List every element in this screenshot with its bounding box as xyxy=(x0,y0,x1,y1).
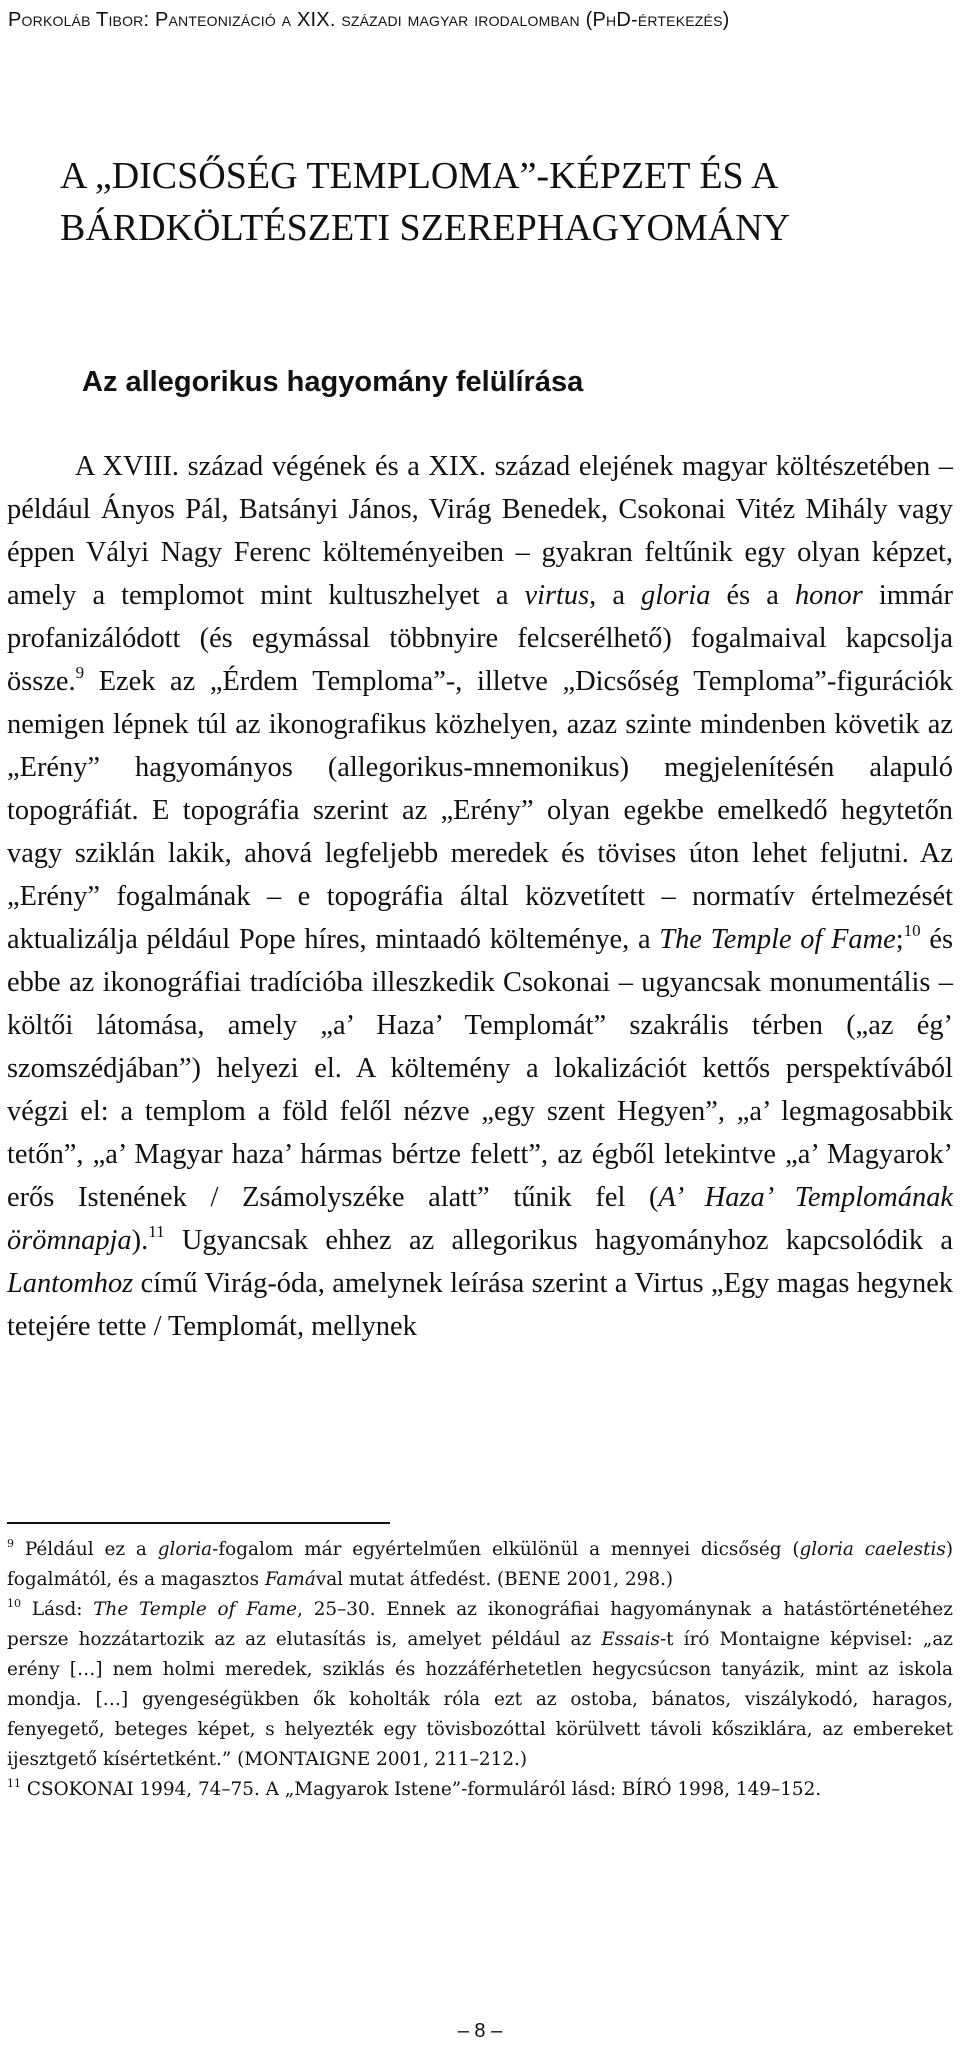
body-text-2: , a xyxy=(589,580,642,611)
chapter-title xyxy=(60,150,920,254)
body-text-4: immár profanizálódott (és egymással többnyire felcserélhető) fogalmaival kapcsolja össze. xyxy=(7,580,953,697)
term-virtus: virtus xyxy=(524,580,590,611)
footnote-term: Essais xyxy=(601,1629,660,1650)
title-temple-of-fame: The Temple of Fame xyxy=(659,924,896,955)
footnote-number: 10 xyxy=(7,1596,22,1610)
footnote-ref-9[interactable]: 9 xyxy=(75,662,85,682)
title-lantomhoz: Lantomhoz xyxy=(7,1268,134,1299)
section-subtitle: Az allegorikus hagyomány felülírása xyxy=(82,366,584,398)
body-text-9: Ugyancsak ehhez az allegorikus hagyományhoz kapcsolódik a xyxy=(164,1225,953,1256)
footnote-term: Famá xyxy=(264,1569,316,1590)
body-text-1: A XVIII. század végének és a XIX. század elejének magyar költészetében – például Ányos Pál, Batsányi János, Virág Benedek, Csokonai Vitéz Mihály vagy éppen Vályi Nagy Ferenc költeményeiben – gyakran feltűnik egy olyan képzet, amely a templomot mint kultuszhelyet a xyxy=(7,451,953,611)
footnote-text: , 25–30. Ennek az ikonográfiai hagyománynak a hatástörténetéhez persze hozzátartozik az az elutasítás is, amelyet például az xyxy=(7,1599,953,1650)
footnote-9 xyxy=(7,1535,953,1595)
body-paragraph xyxy=(7,445,953,1348)
footnote-number: 9 xyxy=(7,1536,15,1550)
footnote-ref-11[interactable]: 11 xyxy=(148,1221,165,1241)
footnote-text: -fogalom már egyértelműen elkülönül a mennyei dicsőség ( xyxy=(212,1539,800,1560)
term-honor: honor xyxy=(794,580,863,611)
footnotes xyxy=(7,1535,953,1805)
footnote-term: gloria caelestis xyxy=(799,1539,946,1560)
footnote-text: Lásd: xyxy=(21,1599,94,1620)
running-head: Porkoláb Tibor: Panteonizáció a XIX. századi magyar irodalomban (PhD-értekezés) xyxy=(8,9,730,31)
footnote-10 xyxy=(7,1595,953,1775)
footnote-term: gloria xyxy=(157,1539,213,1560)
footnote-text: ) fogalmától, és a magasztos xyxy=(7,1539,953,1590)
footnote-separator xyxy=(7,1522,390,1524)
body-text-5: Ezek az „Érdem Temploma”-, illetve „Dicsőség Temploma”-figurációk nemigen lépnek túl az ikonografikus közhelyen, azaz szinte mindenben követik az „Erény” hagyományos (allegorikus-mnemonikus) megjelenítésén alapuló topográfiát. E topográfia szerint az „Erény” olyan egekbe emelkedő hegytetőn vagy sziklán lakik, ahová legfeljebb meredek és tövises úton lehet feljutni. Az „Erény” fogalmának – e topográfia által közvetített – normatív értelmezését aktualizálja például Pope híres, mintaadó költeménye, a xyxy=(7,666,953,955)
page-number: – 8 – xyxy=(457,2020,503,2042)
chapter-title-line-1: A „DICSŐSÉG TEMPLOMA”-KÉPZET ÉS A xyxy=(60,155,779,197)
footnote-text: Például ez a xyxy=(14,1539,158,1560)
body-text-6: ; xyxy=(895,924,904,955)
footnote-term: The Temple of Fame xyxy=(93,1599,298,1620)
footnote-text: -t író Montaigne képvisel: „az erény […] nem holmi meredek, sziklás és hozzáférhetetlen hegycsúcson tanyázik, mint az iskola mondja. […] gyengeségükben ők koholták róla ezt az ostoba, bánatos, viszálykodó, haragos, fenyegető, beteges képet, s helyezték egy tövisbozóttal körülvett távoli kősziklára, az embereket ijesztgető kísértetként.” (MONTAIGNE 2001, 211–212.) xyxy=(7,1629,953,1770)
footnote-11 xyxy=(7,1775,953,1805)
chapter-title-line-2: BÁRDKÖLTÉSZETI SZEREPHAGYOMÁNY xyxy=(60,207,791,249)
term-gloria: gloria xyxy=(641,580,711,611)
body-text-3: és a xyxy=(710,580,795,611)
body-text-10: című Virág-óda, amelynek leírása szerint a Virtus „Egy magas hegynek tetejére tette / Templomát, mellynek xyxy=(7,1268,953,1342)
title-haza-templomanak: A’ Haza’ Templomának örömnapja xyxy=(7,1182,953,1256)
footnote-text: CSOKONAI 1994, 74–75. A „Magyarok Istene”-formuláról lásd: BÍRÓ 1998, 149–152. xyxy=(21,1779,822,1800)
footnote-ref-10[interactable]: 10 xyxy=(903,920,921,940)
footnote-number: 11 xyxy=(7,1776,22,1790)
body-text-8: ). xyxy=(131,1225,149,1256)
footnote-text: val mutat átfedést. (BENE 2001, 298.) xyxy=(315,1569,674,1590)
body-text-7: és ebbe az ikonográfiai tradícióba illeszkedik Csokonai – ugyancsak monumentális – költői látomása, amely „a’ Haza’ Templomát” szakrális térben („az ég’ szomszédjában”) helyezi el. A költemény a lokalizációt kettős perspektívából végzi el: a templom a föld felől nézve „egy szent Hegyen”, „a’ legmagosabbik tetőn”, „a’ Magyar haza’ hármas bértze felett”, az égből letekintve „a’ Magyarok’ erős Istenének / Zsámolyszéke alatt” tűnik fel ( xyxy=(7,924,953,1213)
